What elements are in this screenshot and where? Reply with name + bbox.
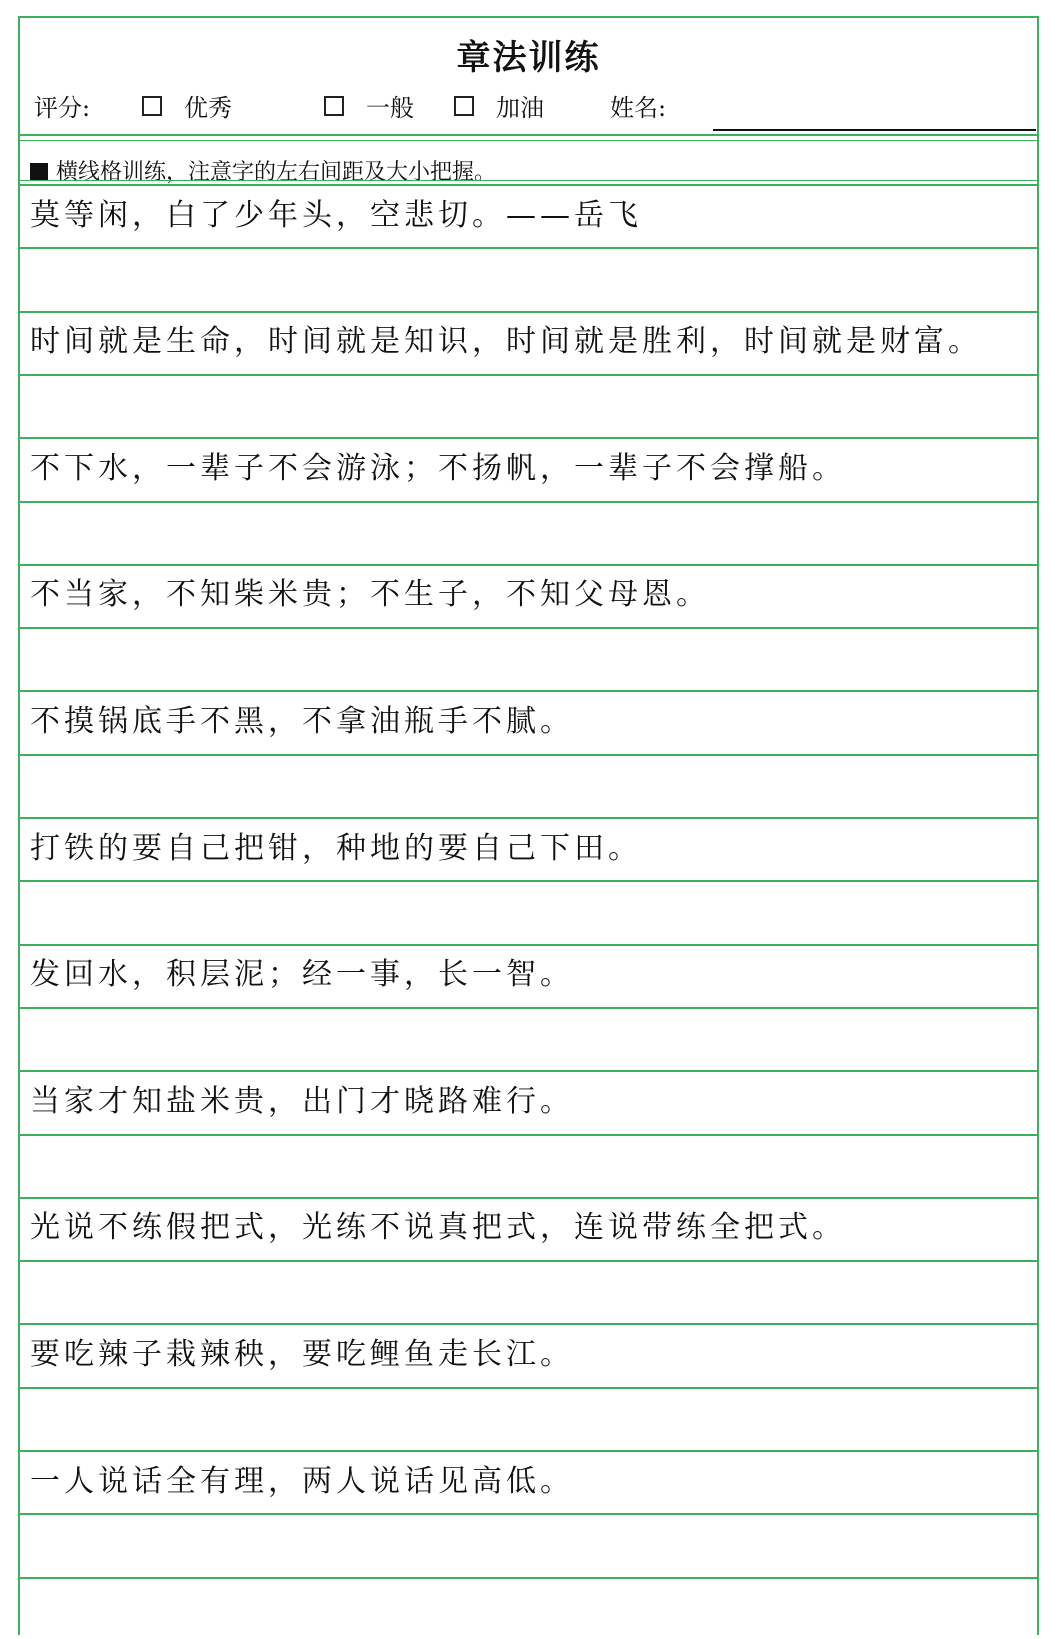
quote-line: 一人说话全有理，两人说话见高低。 [30,1464,574,1499]
quote-line: 不摸锅底手不黑，不拿油瓶手不腻。 [30,704,574,739]
rating-label: 评分: [34,94,91,122]
header-divider-inner [20,140,1037,141]
instruction-divider [20,180,1037,181]
rating-excellent-checkbox[interactable] [142,96,162,116]
rating-excellent-label: 优秀 [184,94,232,122]
rating-encourage-checkbox[interactable] [454,96,474,116]
page-title: 章法训练 [456,38,601,78]
name-input-line[interactable] [713,129,1036,131]
practice-sheet [18,16,1039,1635]
rating-average-label: 一般 [366,94,414,122]
ruled-line [20,944,1037,946]
blank-practice-line[interactable] [20,247,1037,310]
ruled-line [20,817,1037,819]
ruled-line [20,1577,1037,1579]
ruled-line [20,1070,1037,1072]
blank-practice-line[interactable] [20,1387,1037,1450]
quote-line: 不当家，不知柴米贵；不生子，不知父母恩。 [30,577,710,612]
header-divider [20,134,1037,136]
rating-row [20,90,1037,126]
blank-practice-line[interactable] [20,1513,1037,1576]
blank-practice-line[interactable] [20,1133,1037,1196]
ruled-line [20,564,1037,566]
quote-line: 莫等闲，白了少年头，空悲切。——岳飞 [30,198,642,233]
ruled-line [20,1450,1037,1452]
quote-line: 要吃辣子栽辣秧，要吃鲤鱼走长江。 [30,1337,574,1372]
quote-line: 不下水，一辈子不会游泳；不扬帆，一辈子不会撑船。 [30,451,846,486]
quote-line: 光说不练假把式，光练不说真把式，连说带练全把式。 [30,1210,846,1245]
blank-practice-line[interactable] [20,1007,1037,1070]
blank-practice-line[interactable] [20,1260,1037,1323]
blank-practice-line[interactable] [20,880,1037,943]
blank-practice-line[interactable] [20,374,1037,437]
ruled-line [20,184,1037,186]
ruled-line [20,690,1037,692]
ruled-line [20,437,1037,439]
ruled-line [20,1197,1037,1199]
rating-average-checkbox[interactable] [324,96,344,116]
blank-practice-line[interactable] [20,754,1037,817]
quote-line: 当家才知盐米贵，出门才晓路难行。 [30,1084,574,1119]
ruled-line [20,1323,1037,1325]
instruction-label: 横线格训练，注意字的左右间距及大小把握。 [56,160,497,185]
bullet-square-icon [30,163,48,181]
blank-practice-line[interactable] [20,627,1037,690]
rating-encourage-label: 加油 [496,94,544,122]
instruction-text [30,150,496,196]
quote-line: 发回水，积层泥；经一事，长一智。 [30,957,574,992]
ruled-line [20,311,1037,313]
blank-practice-line[interactable] [20,501,1037,564]
quote-line: 打铁的要自己把钳，种地的要自己下田。 [30,831,642,866]
quote-line: 时间就是生命，时间就是知识，时间就是胜利，时间就是财富。 [30,324,982,359]
name-label: 姓名: [610,94,667,122]
